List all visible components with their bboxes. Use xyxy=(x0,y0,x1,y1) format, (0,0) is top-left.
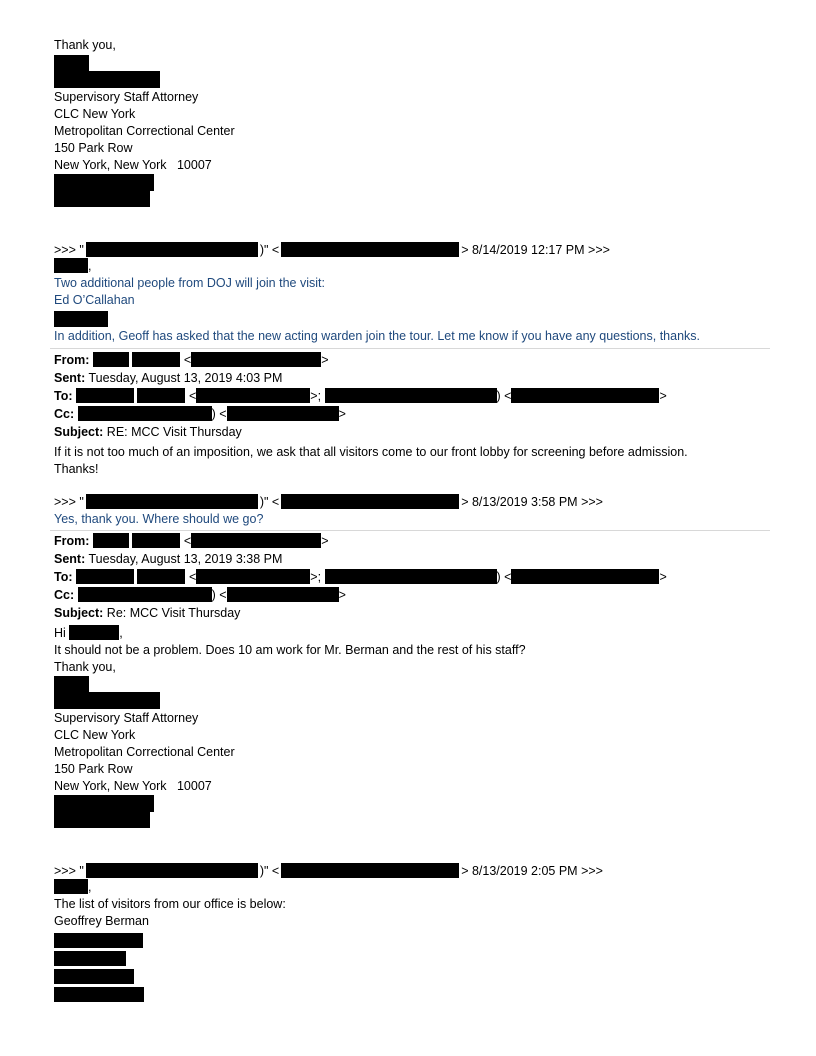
hdr1-subject xyxy=(54,424,242,441)
lt: < xyxy=(183,534,192,548)
hi: Hi xyxy=(54,626,66,640)
sig1-closing: Thank you, xyxy=(54,38,116,52)
redaction-block xyxy=(54,676,89,693)
redaction-block xyxy=(281,863,459,878)
gt: > xyxy=(659,389,667,403)
msg1-suffix: > 8/14/2019 12:17 PM >>> xyxy=(461,243,610,257)
redaction-block xyxy=(54,795,154,812)
redaction-block xyxy=(54,987,144,1002)
greeting-comma: , xyxy=(119,626,123,640)
redaction-block xyxy=(54,692,160,709)
cc-label: Cc: xyxy=(54,407,75,421)
msg1-header-line xyxy=(54,242,610,259)
msg1-prefix: >>> " xyxy=(54,243,84,257)
hdr2-to xyxy=(54,569,667,586)
redaction-block xyxy=(93,533,129,548)
sent-value: Tuesday, August 13, 2019 4:03 PM xyxy=(88,371,283,385)
redaction-block xyxy=(78,406,212,421)
hdr2-subject xyxy=(54,605,240,622)
divider xyxy=(50,348,770,349)
cc-label: Cc: xyxy=(54,588,75,602)
msg2-prefix: >>> " xyxy=(54,495,84,509)
redaction-block xyxy=(54,811,150,828)
sig2-facility: Metropolitan Correctional Center xyxy=(54,745,235,759)
redaction-block xyxy=(191,352,321,367)
hdr1-cc xyxy=(54,406,346,423)
msg3-line2: Geoffrey Berman xyxy=(54,914,149,928)
greeting-comma: , xyxy=(88,880,92,894)
hdr1-sent xyxy=(54,370,282,387)
sig2-city: New York, New York 10007 xyxy=(54,779,212,793)
msg3-greeting xyxy=(54,879,91,896)
hdr1-body1: If it is not too much of an imposition, we ask that all visitors come to our front lobby for screening before admission. xyxy=(54,445,688,459)
hdr1-to xyxy=(54,388,667,405)
hdr2-sent xyxy=(54,551,282,568)
redaction-block xyxy=(54,879,88,894)
msg3-prefix: >>> " xyxy=(54,864,84,878)
redaction-block xyxy=(54,258,88,273)
msg3-mid: )" < xyxy=(259,864,280,878)
sig2-org: CLC New York xyxy=(54,728,136,742)
subject-label: Subject: xyxy=(54,606,104,620)
msg2-mid: )" < xyxy=(259,495,280,509)
msg1-greeting xyxy=(54,258,91,275)
msg3-line1: The list of visitors from our office is below: xyxy=(54,897,286,911)
redaction-block xyxy=(54,933,143,948)
msg2-suffix: > 8/13/2019 3:58 PM >>> xyxy=(461,495,603,509)
gt: > xyxy=(321,534,329,548)
redaction-block xyxy=(76,569,134,584)
sig1-title: Supervisory Staff Attorney xyxy=(54,90,199,104)
redaction-block xyxy=(227,587,339,602)
from-label: From: xyxy=(54,534,90,548)
greeting-comma: , xyxy=(88,259,92,273)
msg3-suffix: > 8/13/2019 2:05 PM >>> xyxy=(461,864,603,878)
redaction-block xyxy=(54,55,89,72)
redaction-block xyxy=(86,863,258,878)
redaction-block xyxy=(132,352,180,367)
subject-value: Re: MCC Visit Thursday xyxy=(106,606,241,620)
paren: ) < xyxy=(211,407,227,421)
to-label: To: xyxy=(54,570,73,584)
redaction-block xyxy=(137,388,185,403)
redaction-block xyxy=(86,242,258,257)
hdr2-body1: It should not be a problem. Does 10 am work for Mr. Berman and the rest of his staff? xyxy=(54,643,526,657)
redaction-block xyxy=(196,569,310,584)
lt: < xyxy=(188,389,197,403)
subject-label: Subject: xyxy=(54,425,104,439)
redaction-block xyxy=(325,388,497,403)
redaction-block xyxy=(281,242,459,257)
redaction-block xyxy=(132,533,180,548)
hdr1-from xyxy=(54,352,329,369)
redaction-block xyxy=(78,587,212,602)
redaction-block xyxy=(191,533,321,548)
sent-label: Sent: xyxy=(54,371,86,385)
redaction-block xyxy=(54,71,160,88)
hdr1-body2: Thanks! xyxy=(54,462,99,476)
sig2-street: 150 Park Row xyxy=(54,762,133,776)
redaction-block xyxy=(54,190,150,207)
sig1-city: New York, New York 10007 xyxy=(54,158,212,172)
paren: ) < xyxy=(211,588,227,602)
paren: ) < xyxy=(496,389,512,403)
semi: >; xyxy=(310,389,322,403)
redaction-block xyxy=(227,406,339,421)
redaction-block xyxy=(137,569,185,584)
redaction-block xyxy=(54,969,134,984)
redaction-block xyxy=(196,388,310,403)
msg2-header-line xyxy=(54,494,603,511)
sig1-street: 150 Park Row xyxy=(54,141,133,155)
redaction-block xyxy=(54,951,126,966)
sig2-title: Supervisory Staff Attorney xyxy=(54,711,199,725)
msg1-line3: In addition, Geoff has asked that the new acting warden join the tour. Let me know if you have any questions, thanks. xyxy=(54,329,701,343)
msg1-mid: )" < xyxy=(259,243,280,257)
subject-value: RE: MCC Visit Thursday xyxy=(106,425,242,439)
hdr2-from xyxy=(54,533,329,550)
divider xyxy=(50,530,770,531)
msg1-line1: Two additional people from DOJ will join the visit: xyxy=(54,276,325,290)
redaction-block xyxy=(54,174,154,191)
paren: ) < xyxy=(496,570,512,584)
redaction-block xyxy=(54,311,108,327)
redaction-block xyxy=(511,388,659,403)
sent-label: Sent: xyxy=(54,552,86,566)
sent-value: Tuesday, August 13, 2019 3:38 PM xyxy=(88,552,283,566)
from-label: From: xyxy=(54,353,90,367)
semi: >; xyxy=(310,570,322,584)
hdr2-greeting xyxy=(54,625,123,642)
redaction-block xyxy=(511,569,659,584)
gt: > xyxy=(659,570,667,584)
redaction-block xyxy=(69,625,119,640)
redaction-block xyxy=(281,494,459,509)
msg2-line1: Yes, thank you. Where should we go? xyxy=(54,512,264,526)
lt: < xyxy=(188,570,197,584)
redaction-block xyxy=(86,494,258,509)
gt: > xyxy=(338,588,346,602)
redaction-block xyxy=(93,352,129,367)
to-label: To: xyxy=(54,389,73,403)
lt: < xyxy=(183,353,192,367)
hdr2-cc xyxy=(54,587,346,604)
redaction-block xyxy=(76,388,134,403)
msg3-header-line xyxy=(54,863,603,880)
sig1-facility: Metropolitan Correctional Center xyxy=(54,124,235,138)
sig2-closing: Thank you, xyxy=(54,660,116,674)
redaction-block xyxy=(325,569,497,584)
gt: > xyxy=(321,353,329,367)
sig1-org: CLC New York xyxy=(54,107,136,121)
gt: > xyxy=(338,407,346,421)
msg1-line2: Ed O’Callahan xyxy=(54,293,135,307)
